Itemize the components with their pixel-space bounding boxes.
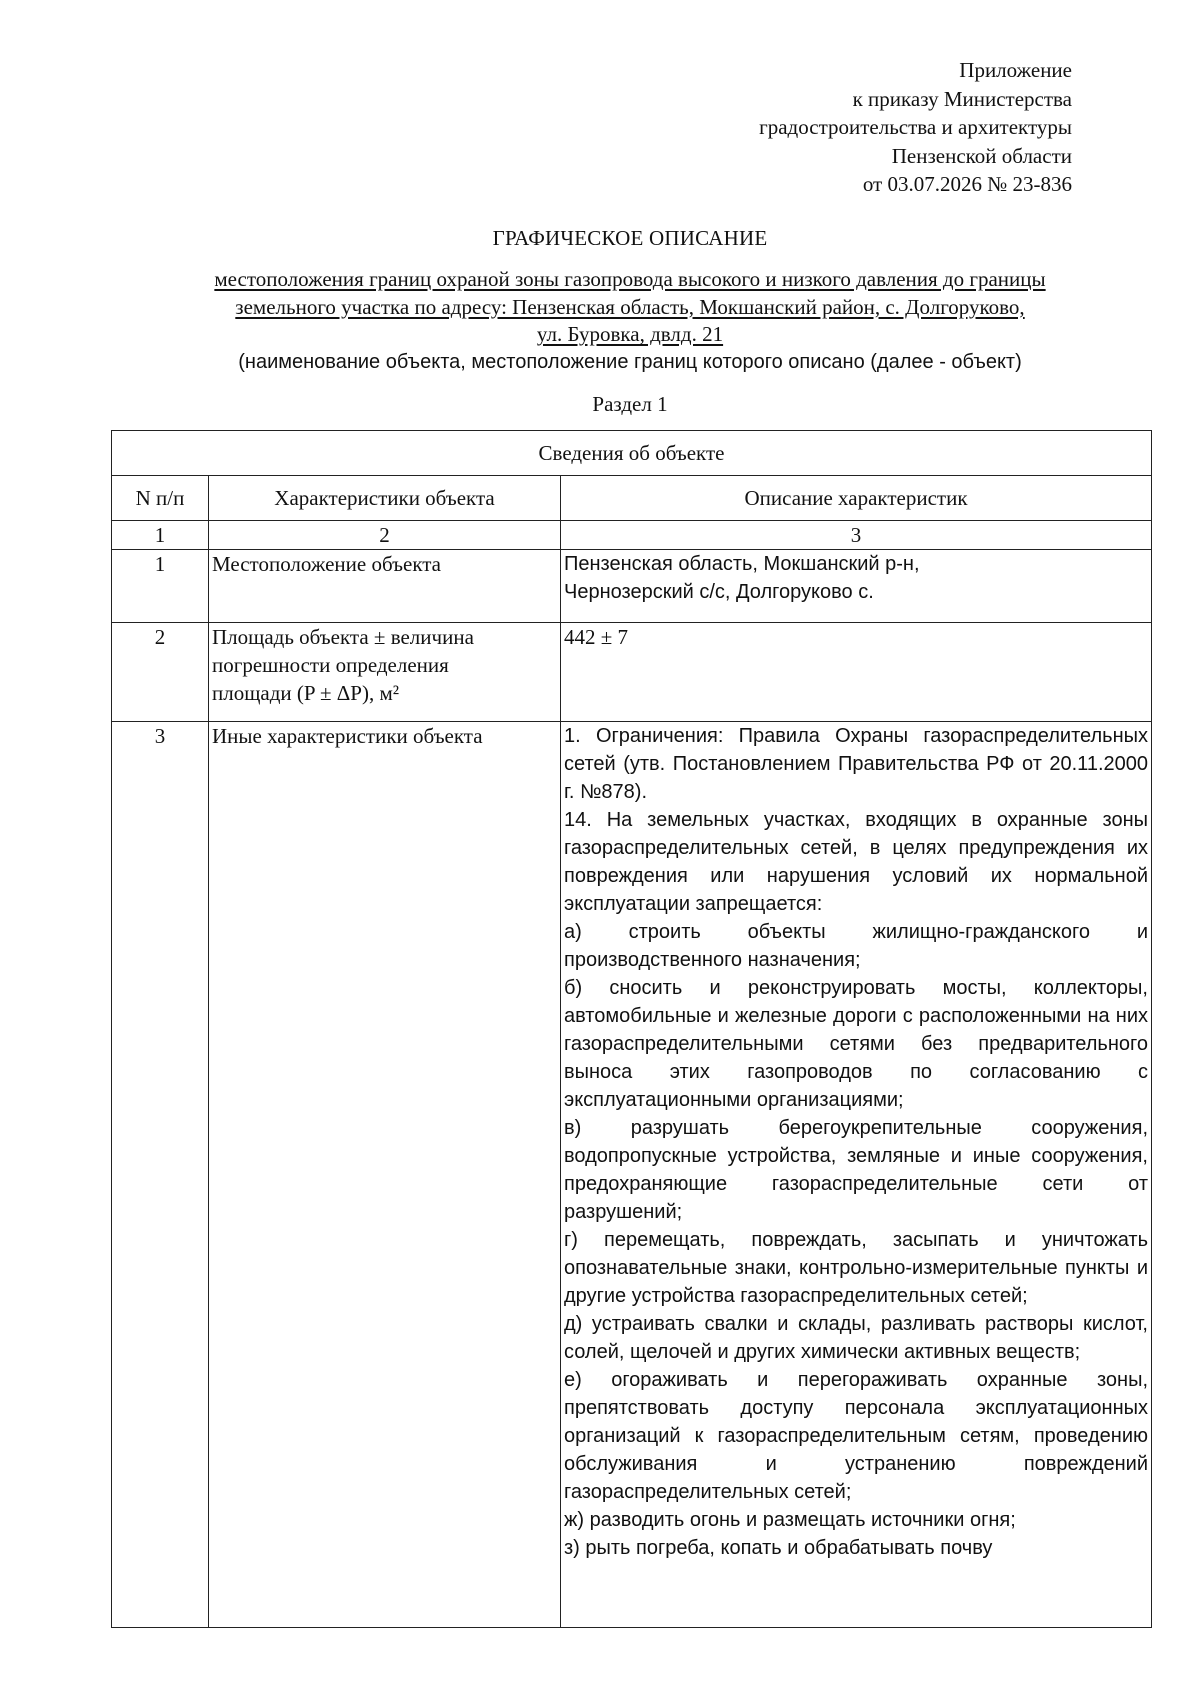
row-description — [561, 550, 1152, 623]
appendix-order-date: от 03.07.2026 № 23-836 — [862, 172, 1072, 196]
column-number: 1 — [112, 521, 209, 550]
row-description — [561, 722, 1152, 1628]
description-line: Чернозерский с/с, Долгоруково с. — [564, 581, 874, 603]
appendix-line: Пензенской области — [891, 143, 1072, 168]
description-line: Пензенская область, Мокшанский р-н, — [564, 553, 920, 575]
appendix-line: к приказу Министерства — [852, 86, 1072, 111]
characteristic-line: Площадь объекта ± величина — [212, 625, 474, 649]
description-paragraph: в) разрушать берегоукрепительные сооружения, водопропускные устройства, земляные и иные сооружения, предохраняющие газораспределительные сети от разрушений; — [564, 1117, 1148, 1223]
header-number: N п/п — [112, 476, 209, 521]
table-row — [112, 722, 1152, 1628]
object-name-caption: (наименование объекта, местоположение границ которого описано (далее - объект) — [238, 350, 1022, 373]
description-paragraph: д) устраивать свалки и склады, разливать растворы кислот, солей, щелочей и других химически активных веществ; — [564, 1313, 1148, 1363]
description-paragraph: а) строить объекты жилищно-гражданского и производственного назначения; — [564, 921, 1148, 971]
section-label: Раздел 1 — [592, 392, 668, 416]
description-paragraph: з) рыть погреба, копать и обрабатывать почву — [564, 1537, 993, 1559]
column-number: 2 — [209, 521, 561, 550]
characteristic-line: площади (P ± ΔP), м² — [212, 681, 400, 705]
object-info-table — [111, 430, 1152, 1628]
header-characteristic: Характеристики объекта — [209, 476, 561, 521]
object-name-block — [110, 266, 1150, 376]
appendix-line: градостроительства и архитектуры — [759, 115, 1072, 139]
table-row — [112, 550, 1152, 623]
description-paragraph: б) сносить и реконструировать мосты, коллекторы, автомобильные и железные дороги с расположенными на них газораспределительными сетями без предварительного выноса этих газопроводов по согласованию с эксплуатационными организациями; — [564, 977, 1148, 1111]
object-name-line: ул. Буровка, двлд. 21 — [536, 322, 724, 346]
object-name-line: земельного участка по адресу: Пензенская область, Мокшанский район, с. Долгоруково, — [235, 294, 1025, 319]
row-characteristic — [209, 623, 561, 722]
description-paragraph: г) перемещать, повреждать, засыпать и уничтожать опознавательные знаки, контрольно-измерительные пункты и другие устройства газораспределительных сетей; — [564, 1229, 1148, 1307]
header-description: Описание характеристик — [561, 476, 1152, 521]
row-number: 2 — [112, 623, 209, 722]
appendix-header — [759, 56, 1072, 199]
row-description: 442 ± 7 — [561, 623, 1152, 722]
appendix-line: Приложение — [959, 58, 1072, 82]
row-characteristic: Иные характеристики объекта — [209, 722, 561, 1628]
table-row — [112, 623, 1152, 722]
characteristic-line: погрешности определения — [212, 653, 449, 677]
object-name-line: местоположения границ охраной зоны газопровода высокого и низкого давления до границы — [214, 267, 1046, 291]
description-paragraph: 1. Ограничения: Правила Охраны газораспределительных сетей (утв. Постановлением Правительства РФ от 20.11.2000 г. №878). — [564, 725, 1148, 803]
row-characteristic: Местоположение объекта — [209, 550, 561, 623]
row-number: 1 — [112, 550, 209, 623]
document-title: ГРАФИЧЕСКОЕ ОПИСАНИЕ — [492, 226, 768, 250]
row-number: 3 — [112, 722, 209, 1628]
table-title: Сведения об объекте — [112, 431, 1152, 476]
column-number: 3 — [561, 521, 1152, 550]
description-paragraph: ж) разводить огонь и размещать источники огня; — [564, 1509, 1016, 1531]
description-paragraph: 14. На земельных участках, входящих в охранные зоны газораспределительных сетей, в целях предупреждения их повреждения или нарушения условий их нормальной эксплуатации запрещается: — [564, 809, 1148, 915]
description-paragraph: е) огораживать и перегораживать охранные зоны, препятствовать доступу персонала эксплуатационных организаций к газораспределительным сетям, проведению обслуживания и устранению повреждений газораспределительных сетей; — [564, 1369, 1148, 1503]
